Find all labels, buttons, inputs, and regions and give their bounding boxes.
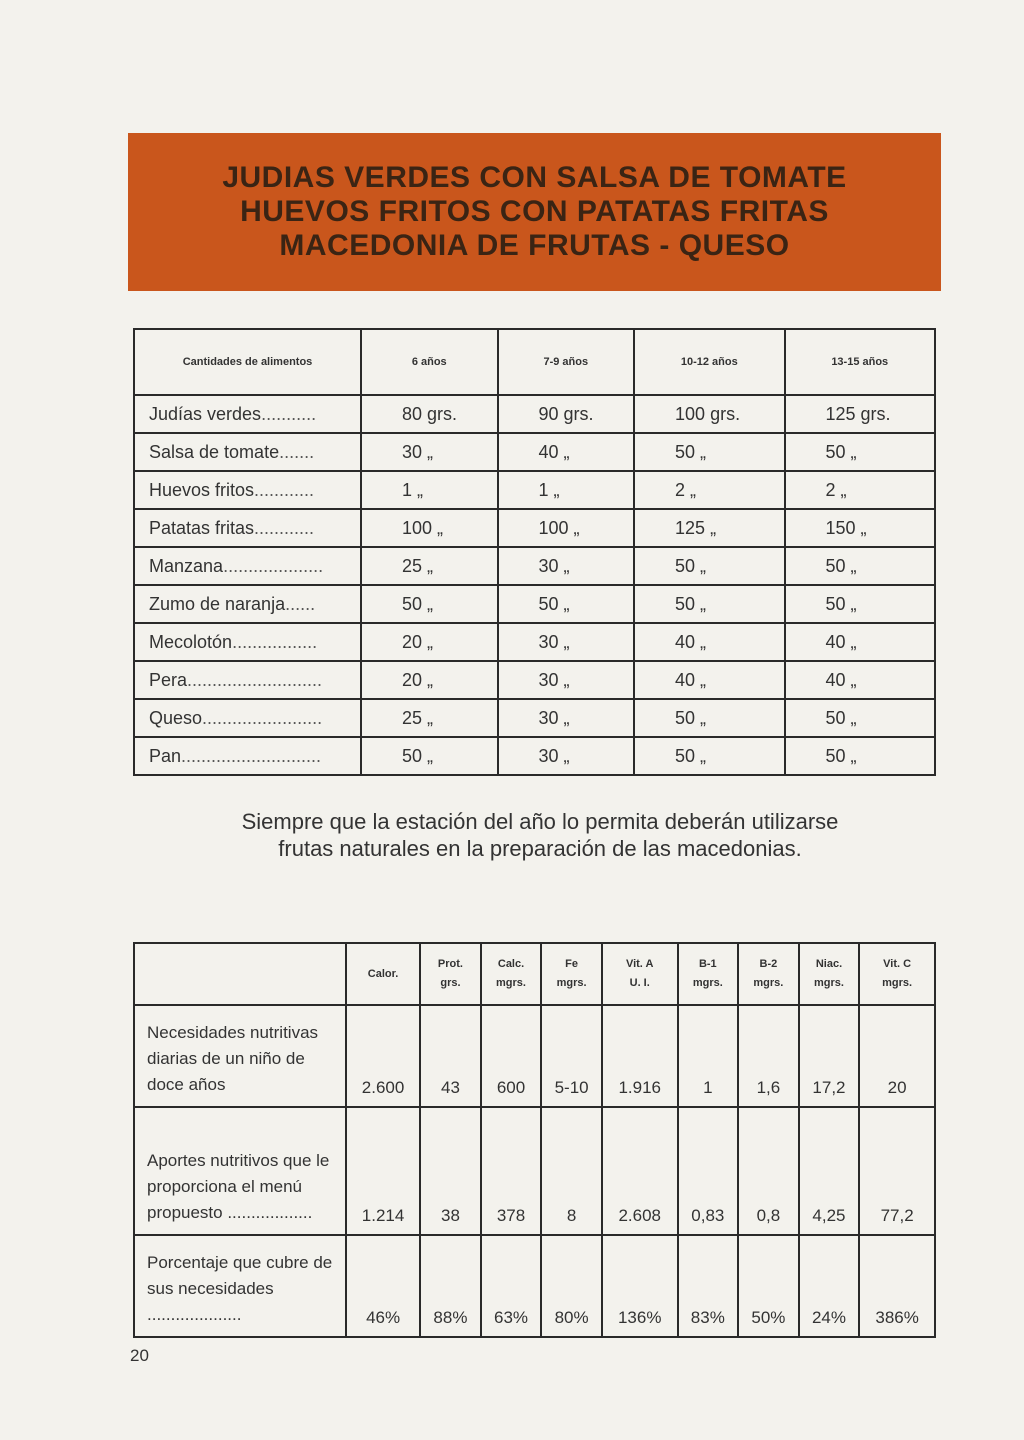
amount-cell: 50 „ [498,585,635,623]
amount-cell: 20 „ [361,623,498,661]
food-name-cell [134,661,361,699]
food-name-cell [134,395,361,433]
food-name: Mecolotón [149,631,233,652]
amount-cell: 50 „ [634,737,784,775]
nutrient-header [420,943,481,1005]
amount-cell: 20 „ [361,661,498,699]
nutrient-name: B-2 [759,958,778,970]
value-cell: 1.916 [602,1005,678,1107]
leader-dots: ........... [261,403,317,424]
food-name-cell [134,699,361,737]
leader-dots: ........................ [202,707,323,728]
food-name: Manzana [149,555,224,576]
value-cell: 2.600 [346,1005,420,1107]
amount-cell: 30 „ [498,699,635,737]
nutrient-unit: mgrs. [692,977,723,989]
leader-dots: ................. [232,631,318,652]
value-cell: 77,2 [859,1107,935,1235]
amount-cell: 80 grs. [361,395,498,433]
amount-cell: 50 „ [361,585,498,623]
table-row [134,1005,935,1107]
nutrient-name: Calor. [367,967,399,980]
amount-cell: 25 „ [361,547,498,585]
food-name-cell [134,547,361,585]
table-row [134,433,935,471]
food-name: Pan [149,745,182,766]
value-cell: 1.214 [346,1107,420,1235]
table-row [134,737,935,775]
nutrient-name: Fe [565,958,579,970]
nutrient-header [602,943,678,1005]
nutrient-header [738,943,799,1005]
value-cell: 17,2 [799,1005,860,1107]
leader-dots: ............ [254,479,315,500]
value-cell: 0,83 [678,1107,739,1235]
amount-cell: 30 „ [498,623,635,661]
value-cell: 1 [678,1005,739,1107]
table-row [134,395,935,433]
table-row [134,661,935,699]
leader-dots: ............ [254,517,315,538]
food-name-cell [134,585,361,623]
food-name: Salsa de tomate [149,441,280,462]
nutrient-unit: mgrs. [882,977,913,989]
food-quantities-table [133,328,936,776]
value-cell: 24% [799,1235,860,1337]
value-cell: 83% [678,1235,739,1337]
table-row [134,699,935,737]
amount-cell: 100 grs. [634,395,784,433]
leader-dots: ...... [285,593,316,614]
nutrient-name: Calc. [497,958,525,970]
leader-dots: ....... [279,441,315,462]
value-cell: 136% [602,1235,678,1337]
amount-cell: 2 „ [785,471,936,509]
value-cell: 20 [859,1005,935,1107]
food-name-cell [134,433,361,471]
table-row [134,1107,935,1235]
amount-cell: 50 „ [634,585,784,623]
amount-cell: 30 „ [498,547,635,585]
value-cell: 88% [420,1235,481,1337]
food-name: Patatas fritas [149,517,255,538]
value-cell: 38 [420,1107,481,1235]
nutrient-header [859,943,935,1005]
food-name-cell [134,471,361,509]
amount-cell: 50 „ [785,699,936,737]
header-age-7-9: 7-9 años [498,329,635,395]
amount-cell: 50 „ [785,547,936,585]
amount-cell: 30 „ [498,737,635,775]
nutrient-header [678,943,739,1005]
amount-cell: 50 „ [785,585,936,623]
nutrient-header [541,943,602,1005]
amount-cell: 50 „ [634,433,784,471]
amount-cell: 150 „ [785,509,936,547]
value-cell: 46% [346,1235,420,1337]
header-empty [134,943,346,1005]
header-food-quantities: Cantidades de alimentos [134,329,361,395]
header-age-13-15: 13-15 años [785,329,936,395]
note-line-1: Siempre que la estación del año lo permita deberán utilizarse [241,809,839,834]
amount-cell: 1 „ [498,471,635,509]
banner-line-3: MACEDONIA DE FRUTAS - QUESO [279,229,790,262]
nutrient-unit: mgrs. [496,977,526,989]
food-name-cell [134,737,361,775]
food-name-cell [134,509,361,547]
value-cell: 0,8 [738,1107,799,1235]
title-banner [128,133,941,291]
value-cell: 63% [481,1235,542,1337]
amount-cell: 50 „ [785,433,936,471]
amount-cell: 50 „ [634,699,784,737]
row-description: Aportes nutritivos que le proporciona el menú propuesto .................. [134,1107,346,1235]
amount-cell: 40 „ [634,623,784,661]
value-cell: 5-10 [541,1005,602,1107]
value-cell: 600 [481,1005,542,1107]
amount-cell: 125 grs. [785,395,936,433]
amount-cell: 50 „ [634,547,784,585]
header-age-6: 6 años [361,329,498,395]
amount-cell: 40 „ [634,661,784,699]
nutrient-header [799,943,860,1005]
amount-cell: 40 „ [498,433,635,471]
value-cell: 43 [420,1005,481,1107]
leader-dots: ........................... [187,669,323,690]
amount-cell: 2 „ [634,471,784,509]
header-age-10-12: 10-12 años [634,329,784,395]
nutrient-unit: grs. [440,977,461,989]
banner-line-1: JUDIAS VERDES CON SALSA DE TOMATE [222,161,847,194]
amount-cell: 125 „ [634,509,784,547]
value-cell: 386% [859,1235,935,1337]
amount-cell: 50 „ [785,737,936,775]
table-row [134,1235,935,1337]
nutrient-name: Prot. [437,958,463,970]
nutrient-name: Vit. C [883,958,912,970]
table-row [134,585,935,623]
nutrient-unit: mgrs. [753,977,784,989]
nutrition-table [133,942,936,1338]
value-cell: 2.608 [602,1107,678,1235]
leader-dots: .................... [223,555,324,576]
table-header-row [134,943,935,1005]
food-name: Huevos fritos [149,479,255,500]
amount-cell: 100 „ [361,509,498,547]
nutrient-header [481,943,542,1005]
amount-cell: 40 „ [785,623,936,661]
table-row [134,623,935,661]
value-cell: 4,25 [799,1107,860,1235]
row-description: Necesidades nutritivas diarias de un niño de doce años [134,1005,346,1107]
page-number: 20 [130,1346,149,1365]
table-row [134,509,935,547]
table-header-row [134,329,935,395]
amount-cell: 90 grs. [498,395,635,433]
amount-cell: 1 „ [361,471,498,509]
row-description: Porcentaje que cubre de sus necesidades .................... [134,1235,346,1337]
amount-cell: 50 „ [361,737,498,775]
value-cell: 378 [481,1107,542,1235]
table-row [134,471,935,509]
value-cell: 80% [541,1235,602,1337]
table-row [134,547,935,585]
amount-cell: 30 „ [498,661,635,699]
food-name: Pera [149,669,188,690]
banner-line-2: HUEVOS FRITOS CON PATATAS FRITAS [240,195,829,228]
amount-cell: 25 „ [361,699,498,737]
food-name: Queso [149,707,203,728]
nutrient-name: Niac. [815,958,843,970]
amount-cell: 40 „ [785,661,936,699]
food-name: Zumo de naranja [149,593,286,614]
nutrient-unit: U. I. [629,977,650,989]
nutrient-header [346,943,420,1005]
note-line-2: frutas naturales en la preparación de las macedonias. [278,836,802,861]
leader-dots: ............................ [181,745,322,766]
seasonal-fruit-note [140,808,940,862]
nutrient-unit: mgrs. [556,977,587,989]
value-cell: 1,6 [738,1005,799,1107]
nutrient-name: Vit. A [625,958,654,970]
amount-cell: 30 „ [361,433,498,471]
value-cell: 50% [738,1235,799,1337]
food-name-cell [134,623,361,661]
nutrient-unit: mgrs. [813,977,844,989]
nutrient-name: B-1 [698,958,717,970]
value-cell: 8 [541,1107,602,1235]
food-name: Judías verdes [149,403,262,424]
amount-cell: 100 „ [498,509,635,547]
